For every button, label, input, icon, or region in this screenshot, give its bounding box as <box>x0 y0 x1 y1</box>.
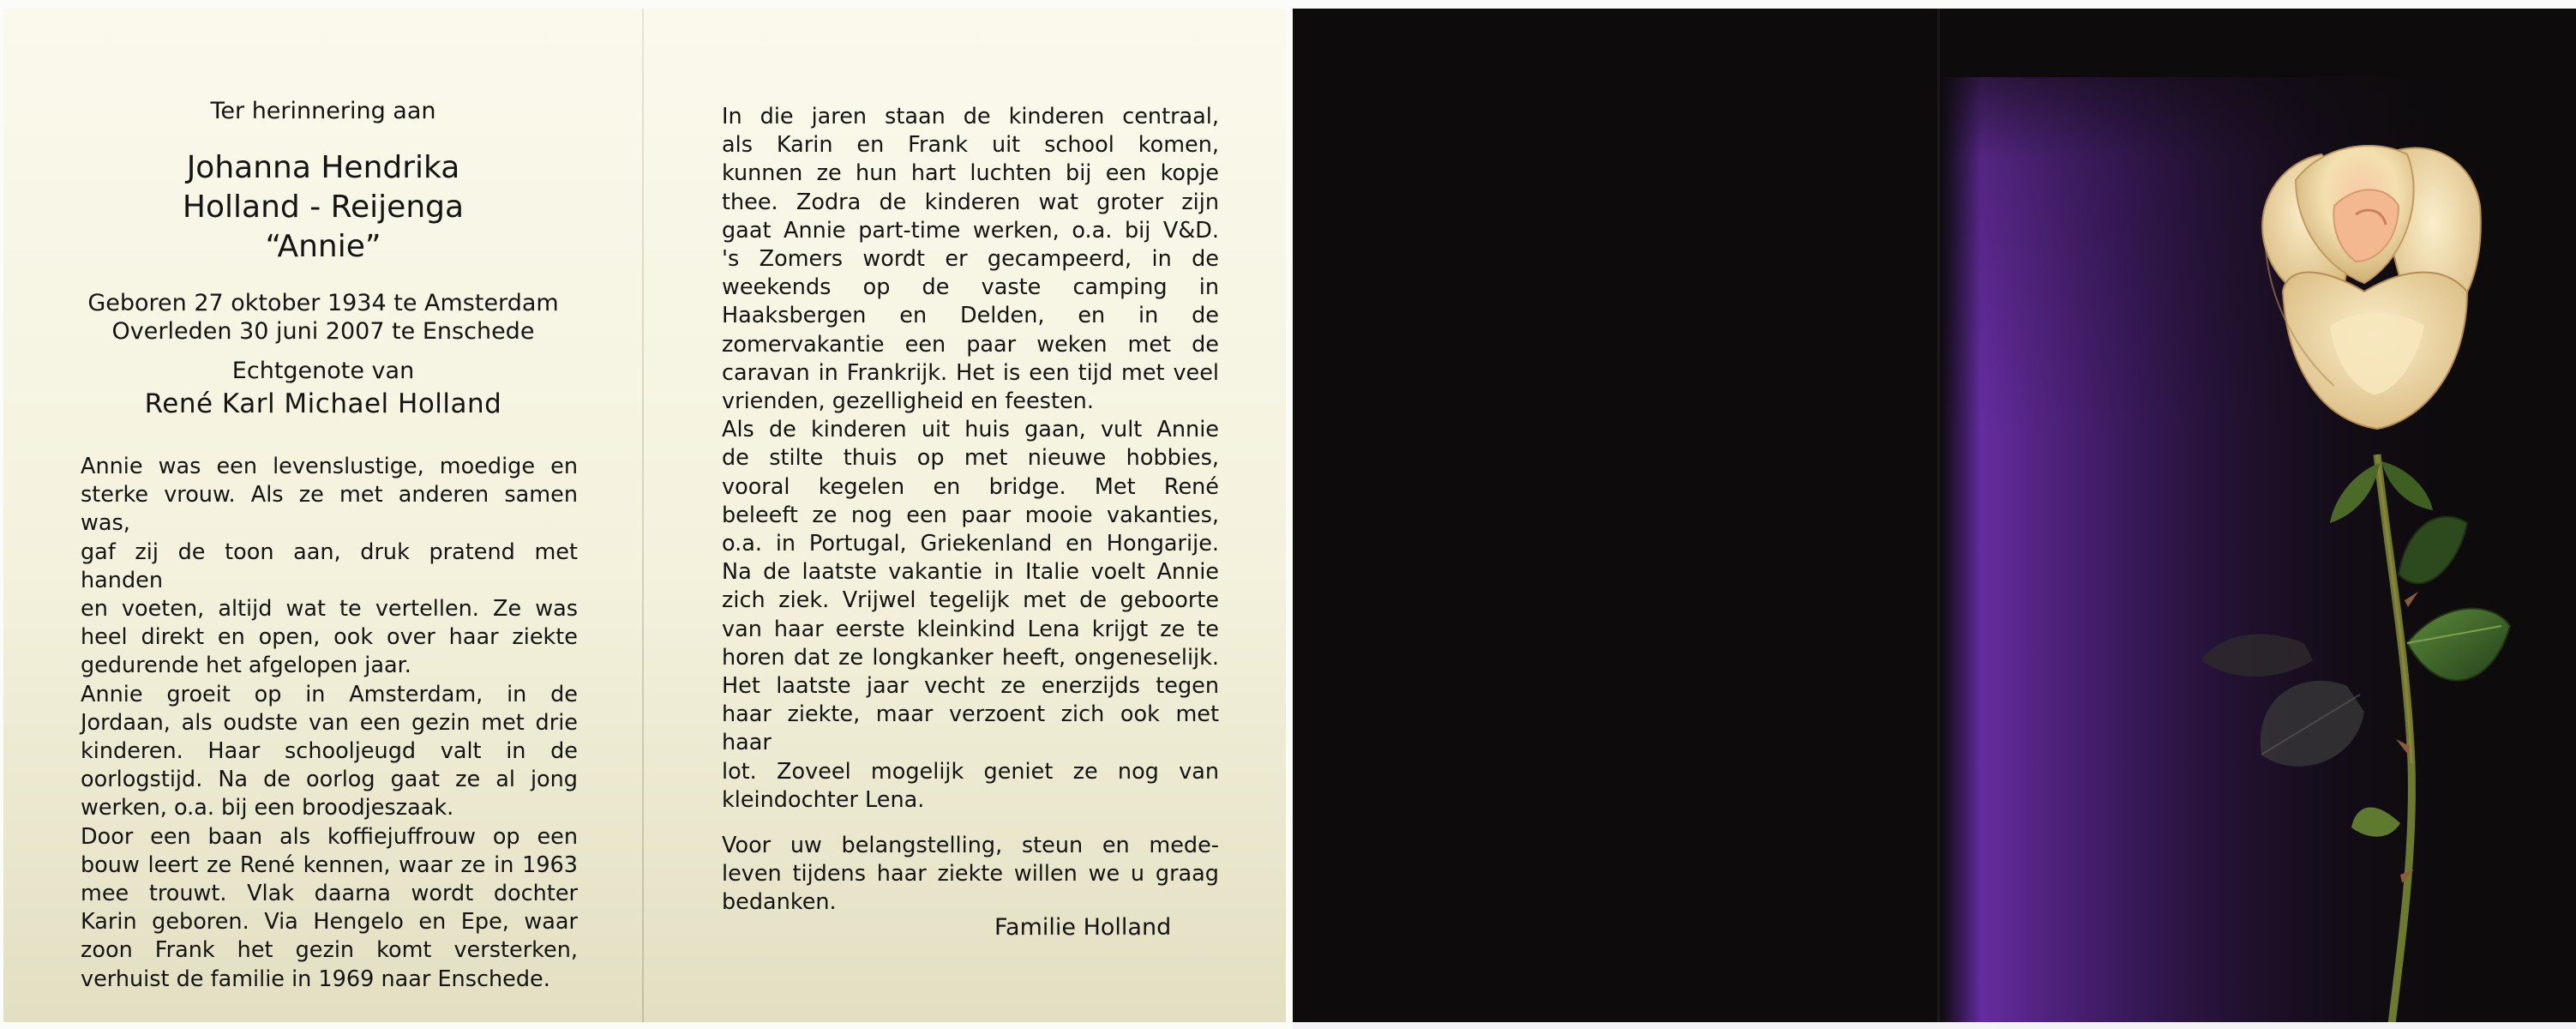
bio-line: kunnen ze hun hart luchten bij een kopje <box>722 160 1219 187</box>
bio-line: haar ziekte, maar verzoent zich ook met haar <box>722 701 1219 756</box>
left-panel <box>3 9 643 1022</box>
bio-line: Annie was een levenslustige, moedige en <box>81 454 578 479</box>
bio-line: lot. Zoveel mogelijk geniet ze nog van <box>722 758 1219 785</box>
photo-fold-line <box>1937 9 1940 1024</box>
bio-line: Karin geboren. Via Hengelo en Epe, waar <box>81 909 578 936</box>
bio-line: Na de laatste vakantie in Italie voelt Annie <box>722 559 1219 586</box>
spouse-name: René Karl Michael Holland <box>144 388 502 419</box>
bio-line: Annie groeit op in Amsterdam, in de <box>81 681 578 707</box>
bio-line: o.a. in Portugal, Griekenland en Hongarije. <box>722 531 1219 557</box>
bio-line: Het laatste jaar vecht ze enerzijds tegen <box>722 673 1219 700</box>
spouse-label: Echtgenote van <box>231 358 415 384</box>
rose-photo-svg <box>1293 9 2576 1024</box>
card-cover-photo <box>1293 9 2576 1024</box>
bio-line: mee trouwt. Vlak daarna wordt dochter <box>81 881 578 907</box>
bio-line: van haar eerste kleinkind Lena krijgt ze te <box>722 616 1219 642</box>
life-dates <box>3 289 643 346</box>
bio-line: gaf zij de toon aan, druk pratend met handen <box>81 539 578 593</box>
bio-line: caravan in Frankrijk. Het is een tijd met veel <box>722 359 1219 386</box>
bio-line: sterke vrouw. Als ze met anderen samen was, <box>81 482 578 537</box>
bio-line: werken, o.a. bij een broodjeszaak. <box>81 795 454 821</box>
bio-line: heel direkt en open, ook over haar ziekte <box>81 624 578 651</box>
deceased-name-block <box>3 148 643 267</box>
bio-line: en voeten, altijd wat te vertellen. Ze was <box>81 596 578 623</box>
bio-line: zich ziek. Vrijwel tegelijk met de geboorte <box>722 587 1219 614</box>
bio-line: verhuist de familie in 1969 naar Enschede. <box>81 966 550 992</box>
death-line: Overleden 30 juni 2007 te Enschede <box>111 318 535 345</box>
scan-bottom-edge <box>1293 1022 2576 1029</box>
birth-line: Geboren 27 oktober 1934 te Amsterdam <box>87 290 559 316</box>
bio-line: kinderen. Haar schooljeugd valt in de <box>81 738 578 765</box>
bio-line: beleeft ze nog een paar mooie vakanties, <box>722 502 1219 528</box>
paragraph-gap <box>722 815 1219 832</box>
bio-line: vooral kegelen en bridge. Met René <box>722 473 1219 500</box>
thanks-line: leven tijdens haar ziekte willen we u graag <box>722 861 1219 888</box>
bio-line: als Karin en Frank uit school komen, <box>722 132 1219 159</box>
bio-line: bouw leert ze René kennen, waar ze in 1963 <box>81 851 578 878</box>
bio-line: vrienden, gezelligheid en feesten. <box>722 388 1094 415</box>
intro-text: Ter herinnering aan <box>210 98 436 124</box>
biography-left <box>81 453 578 994</box>
bio-line: In die jaren staan de kinderen centraal, <box>722 104 1219 129</box>
bio-line: oorlogstijd. Na de oorlog gaat ze al jong <box>81 767 578 793</box>
card-inner-spread <box>3 9 1286 1022</box>
bio-line: kleindochter Lena. <box>722 786 925 813</box>
name-line-1: Johanna Hendrika <box>186 150 460 185</box>
right-panel <box>643 9 1286 1022</box>
thanks-line: bedanken. <box>722 889 837 916</box>
bio-line: de stilte thuis op met nieuwe hobbies, <box>722 445 1219 472</box>
bio-line: weekends op de vaste camping in <box>722 274 1219 301</box>
biography-right <box>722 103 1219 918</box>
bio-line: Haaksbergen en Delden, en in de <box>722 303 1219 329</box>
bio-line: gedurende het afgelopen jaar. <box>81 653 411 679</box>
bio-line: thee. Zodra de kinderen wat groter zijn <box>722 189 1219 215</box>
bio-line: 's Zomers wordt er gecampeerd, in de <box>722 246 1219 273</box>
bio-line: gaat Annie part-time werken, o.a. bij V&D. <box>722 217 1219 244</box>
bio-line: zoon Frank het gezin komt versterken, <box>81 937 578 964</box>
name-line-2: Holland - Reijenga <box>182 190 465 225</box>
bio-line: Jordaan, als oudste van een gezin met drie <box>81 709 578 736</box>
signature: Familie Holland <box>994 914 1172 941</box>
bio-line: horen dat ze longkanker heeft, ongeneselijk. <box>722 644 1219 671</box>
thanks-line: Voor uw belangstelling, steun en mede- <box>722 833 1219 859</box>
nickname: “Annie” <box>265 229 381 264</box>
bio-line: zomervakantie een paar weken met de <box>722 331 1219 358</box>
bio-line: Als de kinderen uit huis gaan, vult Annie <box>722 417 1219 443</box>
bio-line: Door een baan als koffiejuffrouw op een <box>81 823 578 850</box>
